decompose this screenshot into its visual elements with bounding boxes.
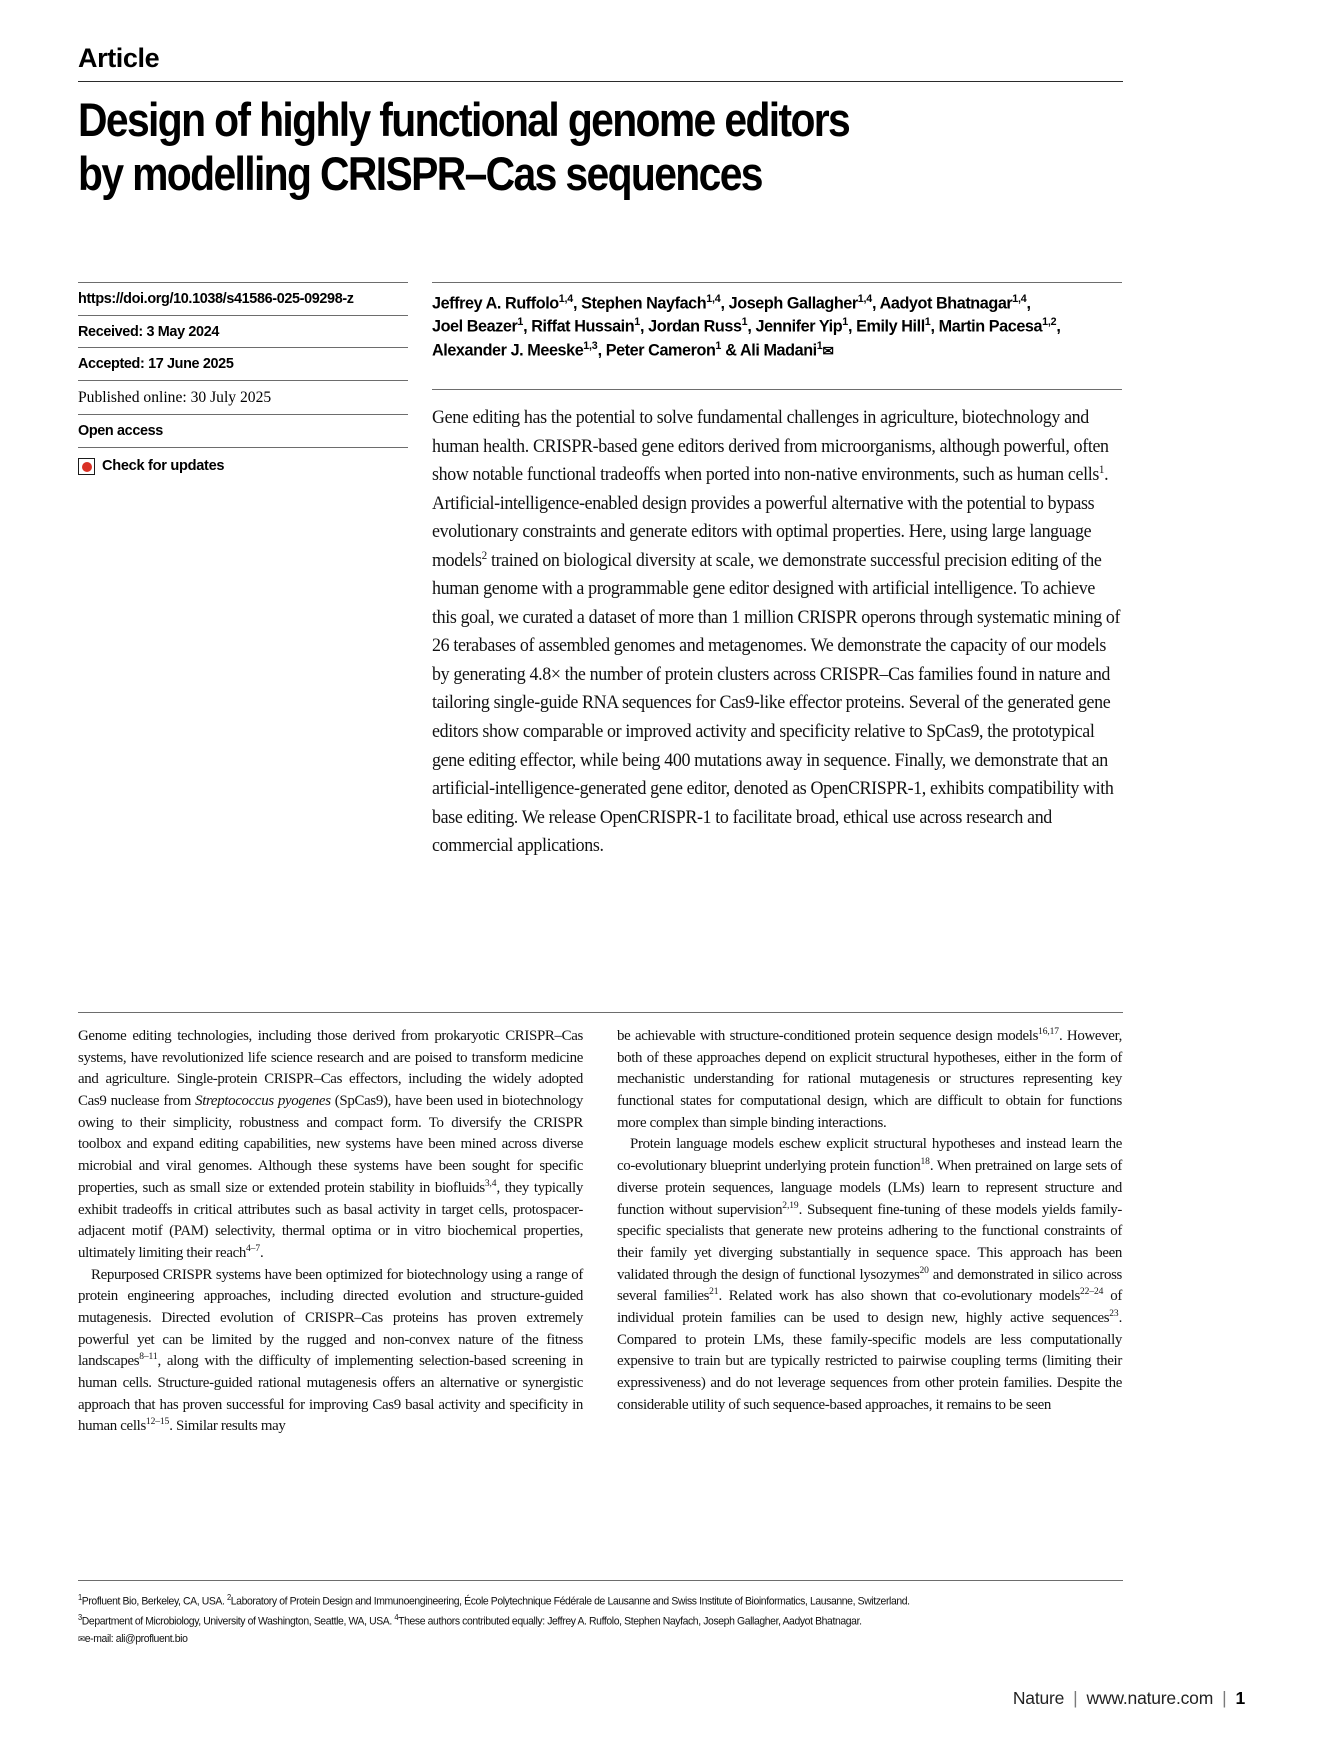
author-line-3: Alexander J. Meeske$^{1,3}$, Peter Cameron$^1$ & Ali Madani$^1$✉ [432,339,834,360]
footnote-line-2: $^3$Department of Microbiology, University of Washington, Seattle, WA, USA. $^4$These authors contributed equally: Jeffrey A. Ruffolo, Stephen Nayfach, Joseph Gallagher, Aadyot Bhatnagar. [78,1612,862,1628]
article-body [78,1026,1123,1438]
affiliations-footnote [78,1592,1063,1649]
abstract: Gene editing has the potential to solve fundamental challenges in agriculture, biotechnology and human health. CRISPR-based gene editors derived from microorganisms, although powerful, often show notable functional tradeoffs when ported into non-native environments, such as human cells$^1$. Artificial-intelligence-enabled design provides a powerful alternative with the potential to bypass evolutionary constraints and generate editors with optimal properties. Here, using large language models$^2$ trained on biological diversity at scale, we demonstrate successful precision editing of the human genome with a programmable gene editor designed with artificial intelligence. To achieve this goal, we curated a dataset of more than 1 million CRISPR operons through systematic mining of 26 terabases of assembled genomes and metagenomes. We demonstrate the capacity of our models by generating 4.8× the number of protein clusters across CRISPR–Cas families found in nature and tailoring single-guide RNA sequences for Cas9-like effector proteins. Several of the generated gene editors show comparable or improved activity and specificity relative to SpCas9, the prototypical gene editing effector, while being 400 mutations away in sequence. Finally, we demonstrate that an artificial-intelligence-generated gene editor, denoted as OpenCRISPR-1, exhibits compatibility with base editing. We release OpenCRISPR-1 to facilitate broad, ethical use across research and commercial applications. [432,389,1122,861]
check-for-updates-badge[interactable] [78,447,408,482]
footnote-line-1: $^1$Profluent Bio, Berkeley, CA, USA. $^2$Laboratory of Protein Design and Immunoengineering, École Polytechnique Fédérale de Lausanne and Swiss Institute of Bioinformatics, Lausanne, Switzerland. [78,1593,910,1608]
body-column-right [617,1026,1122,1438]
received-date: Received: 3 May 2024 [78,315,408,348]
page-number: 1 [1235,1688,1245,1708]
article-kicker: Article [78,43,160,73]
authors-and-abstract [432,282,1122,861]
page-title [78,94,1120,201]
open-access-label: Open access [78,414,408,447]
author-list [432,282,1122,362]
title-line-2: by modelling CRISPR–Cas sequences [78,148,762,202]
footnote-divider [78,1580,1123,1581]
kicker-divider [78,81,1123,82]
author-line-1: Jeffrey A. Ruffolo$^{1,4}$, Stephen Nayfach$^{1,4}$, Joseph Gallagher$^{1,4}$, Aadyot Bhatnagar$^{1,4}$, [432,293,1031,313]
body-paragraph: Repurposed CRISPR systems have been optimized for biotechnology using a range of protein engineering approaches, including directed evolution and structure-guided mutagenesis. Directed evolution of CRISPR–Cas proteins has proven extremely powerful yet can be limited by the rugged and non-convex nature of the fitness landscapes$^{8-11}$, along with the difficulty of implementing selection-based screening in human cells. Structure-guided rational mutagenesis offers an alternative or synergistic approach that has proven successful for improving Cas9 basal activity and specificity in human cells$^{12-15}$. Similar results may [78,1266,583,1435]
body-column-left [78,1026,583,1438]
footer-separator-2: | [1222,1688,1227,1708]
doi-link[interactable]: https://doi.org/10.1038/s41586-025-09298-z [78,282,408,315]
published-date: Published online: 30 July 2025 [78,380,408,414]
footer-separator-1: | [1073,1688,1078,1708]
journal-name: Nature [1012,1688,1065,1708]
footnote-line-3: ✉e-mail: ali@profluent.bio [78,1633,188,1646]
body-paragraph: be achievable with structure-conditioned protein sequence design models$^{16,17}$. However, both of these approaches depend on explicit structural hypotheses, either in the form of mechanistic understanding for rational mutagenesis or structures representing key functional states for computational design, which are difficult to obtain for functions more complex than simple binding interactions. [617,1027,1122,1131]
page-footer [1013,1688,1245,1709]
title-line-1: Design of highly functional genome editors [78,94,850,148]
body-paragraph: Protein language models eschew explicit structural hypotheses and instead learn the co-evolutionary blueprint underlying protein function$^{18}$. When pretrained on large sets of diverse protein sequences, language models (LMs) learn to represent structure and function without supervision$^{2,19}$. Subsequent fine-tuning of these models yields family-specific specialists that generate new proteins adhering to the functional constraints of their family yet diverging substantially in sequence space. This approach has been validated through the design of functional lysozymes$^{20}$ and demonstrated in silico across several families$^{21}$. Related work has also shown that co-evolutionary models$^{22-24}$ of individual protein families can be used to design new, highly active sequences$^{23}$. Compared to protein LMs, these family-specific models are less computationally expensive to train but are typically restricted to pairwise coupling terms (limiting their expressiveness) and do not leverage sequences from other protein families. Despite the considerable utility of such sequence-based approaches, it remains to be seen [617,1136,1123,1413]
body-paragraph: Genome editing technologies, including those derived from prokaryotic CRISPR–Cas systems, have revolutionized life science research and are poised to transform medicine and agriculture. Single-protein CRISPR–Cas effectors, including the widely adopted Cas9 nuclease from Streptococcus pyogenes (SpCas9), have been used in biotechnology owing to their simplicity, robustness and compact form. To diversify the CRISPR toolbox and expand editing capabilities, new systems have been mined across diverse microbial and viral genomes. Although these systems have been sought for specific properties, such as small size or extended protein stability in biofluids$^{3,4}$, they typically exhibit tradeoffs in critical attributes such as basal activity in target cells, protospacer-adjacent motif (PAM) selectivity, thermal optima or in vitro biochemical properties, ultimately limiting their reach$^{4-7}$. [78,1028,583,1261]
article-header [78,44,1123,202]
check-for-updates-icon [78,458,95,475]
accepted-date: Accepted: 17 June 2025 [78,347,408,380]
author-line-2: Joel Beazer$^1$, Riffat Hussain$^1$, Jordan Russ$^1$, Jennifer Yip$^1$, Emily Hill$^1$, Martin Pacesa$^{1,2}$, [432,316,1061,336]
article-metadata [78,282,408,482]
check-for-updates-label: Check for updates [102,458,225,475]
body-top-divider [78,1012,1123,1013]
journal-website[interactable]: www.nature.com [1086,1688,1214,1708]
